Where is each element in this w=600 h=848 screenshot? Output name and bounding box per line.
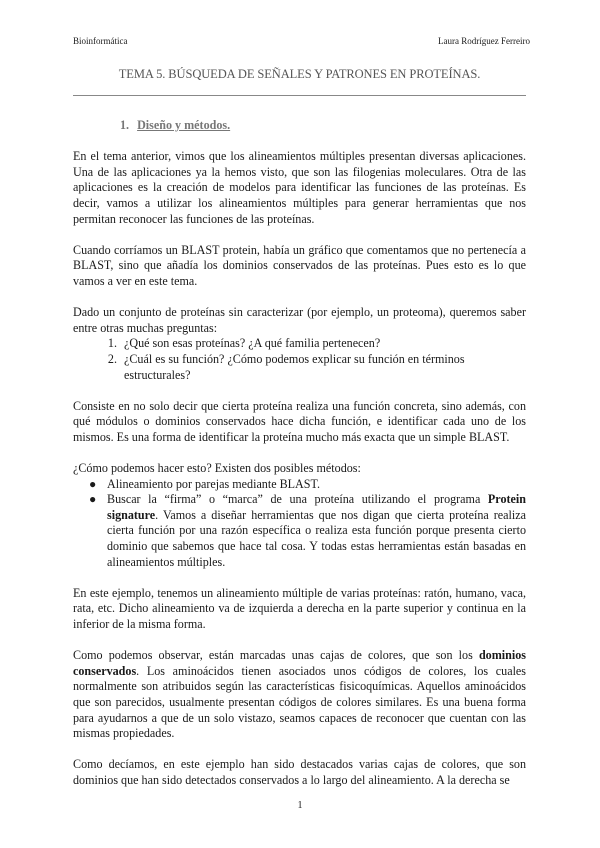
- section-title: Diseño y métodos.: [137, 118, 231, 132]
- title-divider: [73, 95, 526, 96]
- section-number: 1.: [120, 118, 130, 132]
- paragraph-consiste: Consiste en no solo decir que cierta proteína realiza una función concreta, sino además, con qué módulos o dominios conservados hace dicha función, e identificar cada uno de los mismos. Es una forma de identificar la proteína mucho más exacta que un simple BLAST.: [73, 398, 526, 444]
- paragraph-methods-intro: ¿Cómo podemos hacer esto? Existen dos posibles métodos:: [73, 461, 361, 476]
- header-author: Laura Rodríguez Ferreiro: [438, 36, 530, 46]
- paragraph-intro: En el tema anterior, vimos que los alineamientos múltiples presentan diversas aplicaciones. Una de las aplicaciones ya la hemos visto, que son las filogenias moleculares. Otra de las aplicaciones es la creación de modelos para identificar las funciones de las proteínas. Es decir, vamos a utilizar los alineamientos múltiples para generar herramientas que nos permitan reconocer las funciones de las proteínas.: [73, 149, 526, 226]
- paragraph-domains: Como decíamos, en este ejemplo han sido destacados varias cajas de colores, que son dominios que han sido detectados conservados a lo largo del alineamiento. A la derecha se: [73, 757, 526, 787]
- section-heading: [73, 118, 526, 134]
- method-text-b: . Vamos a diseñar herramientas que nos digan que cierta proteína realiza cierta función por una razón específica o realiza esta función porque presenta cierto dominio que sabemos que hace tal cosa. Y todas estas herramientas están basadas en alineamientos múltiples.: [107, 507, 526, 569]
- paragraph-colors: [73, 648, 526, 742]
- paragraph-blast: Cuando corríamos un BLAST protein, había un gráfico que comentamos que no pertenecía a BLAST, sino que añadía los dominios conservados de las proteínas. Pues esto es lo que vamos a ver en este tema.: [73, 242, 526, 288]
- method-item: [89, 476, 526, 493]
- document-body: [73, 118, 526, 789]
- method-text: Alineamiento por parejas mediante BLAST.: [107, 476, 321, 491]
- paragraph-example: En este ejemplo, tenemos un alineamiento múltiple de varias proteínas: ratón, humano, vaca, rata, etc. Dicho alineamiento va de izquierda a derecha en la parte superior y continua en la inferior de la misma forma.: [73, 585, 526, 631]
- question-item: 2. ¿Cuál es su función? ¿Cómo podemos explicar su función en términos estructurales?: [120, 352, 526, 383]
- header-subject: Bioinformática: [73, 36, 128, 46]
- method-text-a: Buscar la “firma” o “marca” de una proteína utilizando el programa: [107, 492, 488, 507]
- method-bold-term: Protein signature: [107, 492, 526, 522]
- paragraph-questions-intro: Dado un conjunto de proteínas sin caracterizar (por ejemplo, un proteoma), queremos saber entre otras muchas preguntas:: [73, 305, 526, 335]
- colors-bold-term: dominios conservados: [73, 648, 526, 678]
- colors-text-a: Como podemos observar, están marcadas unas cajas de colores, que son los: [73, 648, 479, 663]
- methods-list: [73, 477, 526, 571]
- page-number: 1: [297, 800, 303, 811]
- bullet-icon: ●: [89, 476, 97, 491]
- bullet-icon: ●: [89, 492, 97, 507]
- page-title: TEMA 5. BÚSQUEDA DE SEÑALES Y PATRONES EN PROTEÍNAS.: [118, 67, 481, 81]
- question-item: 1. ¿Qué son esas proteínas? ¿A qué familia pertenecen?: [120, 336, 526, 352]
- method-item: [89, 492, 526, 570]
- questions-list: [73, 336, 526, 383]
- colors-text-b: . Los aminoácidos tienen asociados unos códigos de colores, los cuales normalmente son atribuidos según las características fisicoquímicas. Aquellos aminoácidos que son parecidos, usualmente presentan códigos de colores similares. Es una buena forma para ayudarnos a que de un solo vistazo, seamos capaces de reconocer que cuentan con las mismas propiedades.: [73, 663, 526, 741]
